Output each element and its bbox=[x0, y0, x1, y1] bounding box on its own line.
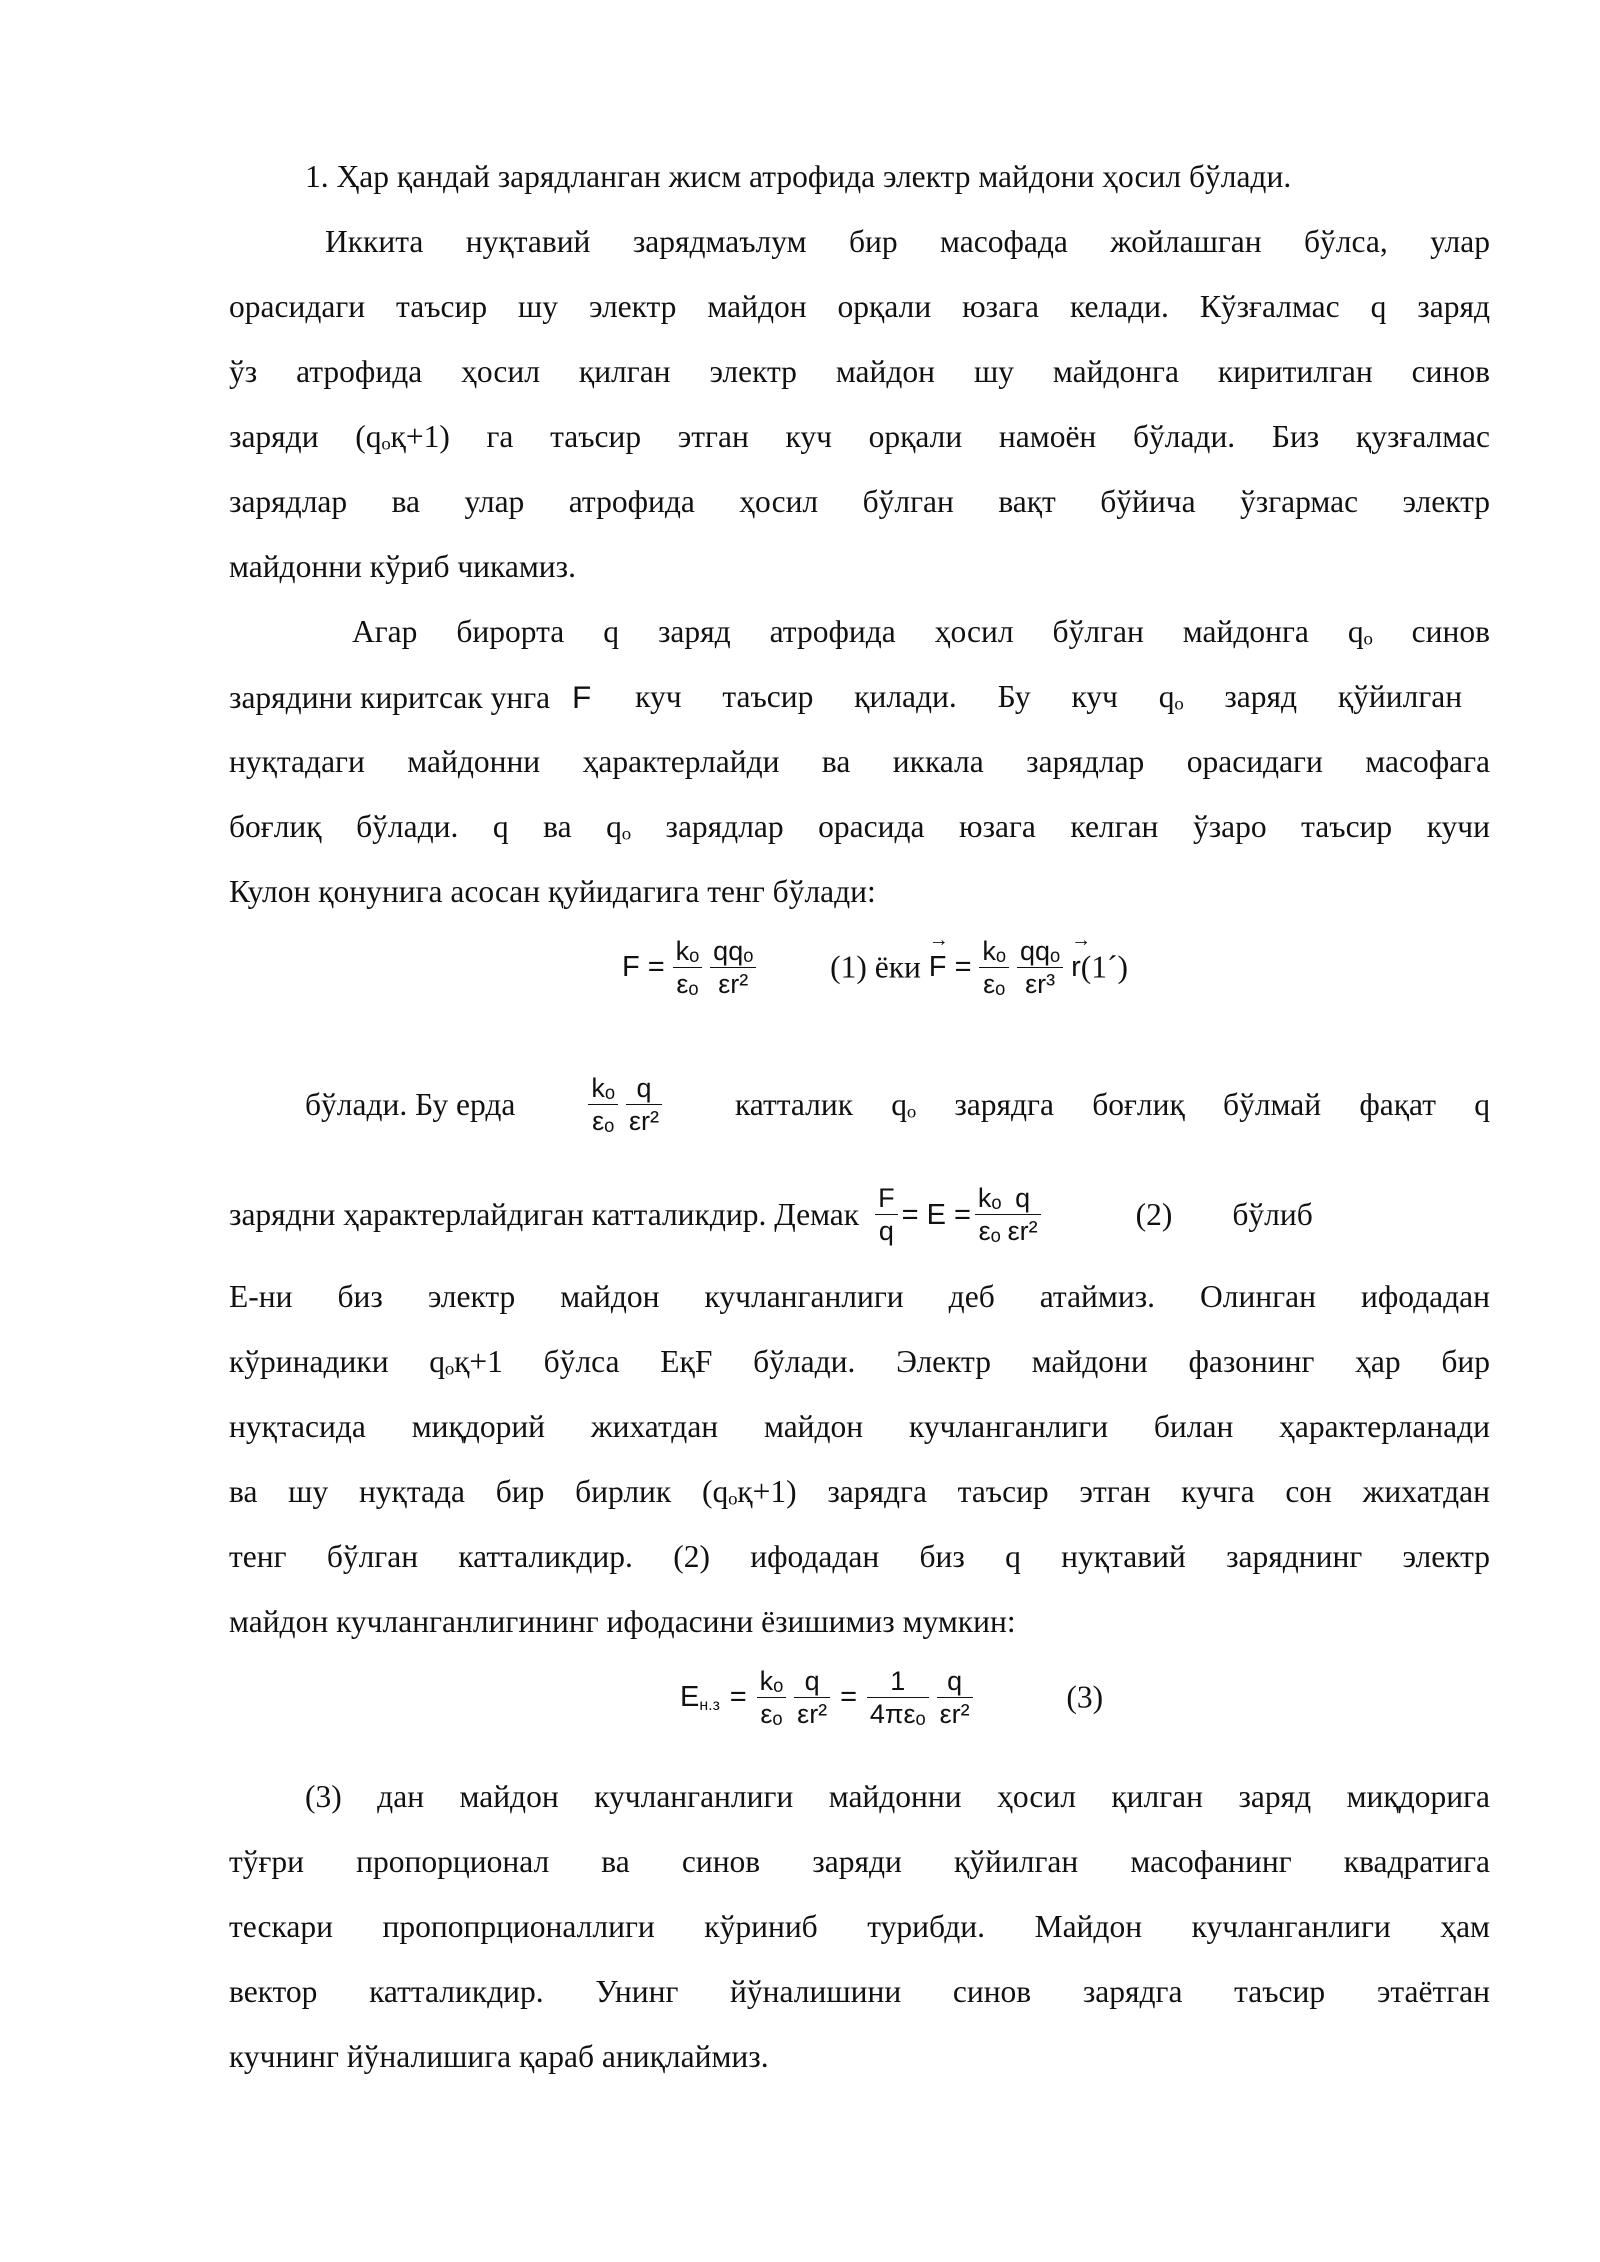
paragraph-7-line-3: тескари пропопрционаллиги кўриниб турибди. Майдон кучланганлиги ҳам bbox=[229, 1909, 1490, 1944]
eq2-frac-a-den: q bbox=[878, 1216, 894, 1246]
eq3-frac-a-den: εₒ bbox=[760, 1699, 783, 1729]
eq2-label: (2) bbox=[1135, 1196, 1173, 1232]
eq3-lhs-e: E bbox=[680, 1680, 700, 1713]
eq3-lhs-sub: н.з bbox=[699, 1696, 720, 1714]
eq2-eq: = E = bbox=[901, 1198, 971, 1231]
eq1-frac-b-den: εr² bbox=[718, 969, 749, 999]
eq1-vec-r: → r bbox=[1071, 951, 1081, 984]
eq2-frac-c bbox=[1005, 1182, 1041, 1247]
paragraph-2-line-3: ўз атрофида ҳосил қилган электр майдон шу майдонга киритилган синов bbox=[229, 354, 1490, 389]
p4-frac-a bbox=[588, 1072, 618, 1137]
paragraph-4-start: бўлади. Бу ерда bbox=[305, 1086, 516, 1122]
equation-3 bbox=[680, 1665, 1103, 1730]
eq1-frac-b bbox=[710, 935, 756, 1000]
p4-fraction bbox=[588, 1072, 662, 1137]
eq3-frac-d-num: q bbox=[937, 1665, 973, 1698]
eq2-frac-b-num: kₒ bbox=[975, 1182, 1005, 1215]
eq1-or: ёки bbox=[874, 949, 921, 985]
eq3-frac-d bbox=[937, 1665, 973, 1730]
paragraph-6-last: майдон кучланганлигининг ифодасини ёзишимиз мумкин: bbox=[229, 1604, 1016, 1639]
eq2-tail: бўлиб bbox=[1232, 1196, 1313, 1232]
paragraph-3-line-1: Агар бирорта q заряд атрофида ҳосил бўлган майдонга qₒ синов bbox=[352, 614, 1490, 649]
eq3-frac-b-den: εr² bbox=[797, 1699, 828, 1729]
eq3-frac-c-num: 1 bbox=[867, 1665, 929, 1698]
paragraph-6-line-3: нуқтасида миқдорий жихатдан майдон кучланганлиги билан ҳарактерланади bbox=[229, 1409, 1490, 1444]
eq3-eq-2: = bbox=[840, 1681, 857, 1713]
paragraph-2-line-5: зарядлар ва улар атрофида ҳосил бўлган вақт бўйича ўзгармас электр bbox=[229, 484, 1490, 519]
paragraph-3-line-2-start: зарядини киритсак унга bbox=[229, 680, 551, 715]
p4-frac-b bbox=[626, 1072, 662, 1137]
eq1-label-2: (1´) bbox=[1080, 949, 1128, 985]
paragraph-4 bbox=[305, 1072, 1490, 1137]
paragraph-7-line-4: вектор катталикдир. Унинг йўналишини синов зарядга таъсир этаётган bbox=[229, 1974, 1490, 2009]
paragraph-6-line-5: тенг бўлган катталикдир. (2) ифодадан биз q нуқтавий заряднинг электр bbox=[229, 1539, 1490, 1574]
eq3-frac-b-num: q bbox=[794, 1665, 830, 1698]
paragraph-6-line-1: E-ни биз электр майдон кучланганлиги деб атаймиз. Олинган ифодадан bbox=[229, 1279, 1490, 1314]
eq2-frac-b bbox=[975, 1182, 1005, 1247]
eq1-label: (1) bbox=[830, 949, 867, 985]
eq1-lhs: F = bbox=[622, 951, 665, 983]
paragraph-3-line-2-end: куч таъсир қилади. Бу куч qₒ заряд қўйилган bbox=[635, 679, 1463, 714]
paragraph-2-line-1: Иккита нуқтавий зарядмаълум бир масофада жойлашган бўлса, улар bbox=[325, 224, 1490, 259]
paragraph-4-end: катталик qₒ зарядга боғлиқ бўлмай фақат q bbox=[734, 1086, 1490, 1122]
eq2-frac-a bbox=[875, 1182, 898, 1247]
eq1-frac-a bbox=[673, 935, 703, 1000]
eq1-frac-d bbox=[1017, 935, 1063, 1000]
eq2-frac-c-den: εr² bbox=[1007, 1216, 1038, 1246]
equation-1 bbox=[622, 935, 1128, 1000]
eq3-frac-a-num: kₒ bbox=[757, 1665, 787, 1698]
paragraph-2-line-4: заряди (qₒқ+1) га таъсир этган куч орқали намоён бўлади. Биз қузғалмас bbox=[229, 419, 1490, 454]
eq1-frac-d-num: qqₒ bbox=[1017, 935, 1063, 968]
paragraph-6-line-4: ва шу нуқтада бир бирлик (qₒқ+1) зарядга таъсир этган кучга сон жихатдан bbox=[229, 1474, 1490, 1509]
eq2-frac-a-num: F bbox=[875, 1182, 898, 1215]
eq3-label: (3) bbox=[1066, 1679, 1104, 1715]
paragraph-7-line-1: (3) дан майдон кучланганлиги майдонни ҳосил қилган заряд миқдорига bbox=[305, 1779, 1490, 1814]
paragraph-1: 1. Ҳар қандай зарядланган жисм атрофида электр майдони ҳосил бўлади. bbox=[305, 159, 1292, 194]
p4-frac-a-num: kₒ bbox=[588, 1072, 618, 1105]
eq2-frac-b-den: εₒ bbox=[978, 1216, 1001, 1246]
eq3-frac-c-den: 4πεₒ bbox=[869, 1699, 926, 1729]
p4-frac-b-num: q bbox=[626, 1072, 662, 1105]
paragraph-7-line-2: тўғри пропорционал ва синов заряди қўйилган масофанинг квадратига bbox=[229, 1844, 1490, 1879]
paragraph-3-line-2 bbox=[229, 677, 1490, 718]
eq3-lhs bbox=[680, 1681, 720, 1713]
eq1-vec-lhs: → F = bbox=[929, 951, 972, 984]
eq1-frac-c-den: εₒ bbox=[983, 969, 1006, 999]
eq1-frac-c-num: kₒ bbox=[979, 935, 1009, 968]
eq1-frac-c bbox=[979, 935, 1009, 1000]
paragraph-2-line-2: орасидаги таъсир шу электр майдон орқали юзага келади. Кўзғалмас q заряд bbox=[229, 289, 1490, 324]
paragraph-2-last: майдонни кўриб чикамиз. bbox=[229, 549, 576, 584]
paragraph-3-line-4: боғлиқ бўлади. q ва qₒ зарядлар орасида юзага келган ўзаро таъсир кучи bbox=[229, 809, 1490, 844]
eq3-frac-b bbox=[794, 1665, 830, 1730]
eq3-frac-a bbox=[757, 1665, 787, 1730]
paragraph-3-last: Кулон қонунига асосан қуйидагига тенг бўлади: bbox=[229, 874, 876, 909]
eq1-frac-d-den: εr³ bbox=[1025, 969, 1056, 999]
eq3-frac-c bbox=[867, 1665, 929, 1730]
eq1-frac-a-den: εₒ bbox=[676, 969, 699, 999]
paragraph-6-line-2: кўринадики qₒқ+1 бўлса EқF бўлади. Электр майдони фазонинг ҳар бир bbox=[229, 1344, 1490, 1379]
eq3-frac-d-den: εr² bbox=[939, 1699, 970, 1729]
p4-frac-b-den: εr² bbox=[628, 1106, 659, 1136]
paragraph-5-start: зарядни ҳарактерлайдиган катталикдир. Демак bbox=[229, 1196, 860, 1232]
force-symbol: F bbox=[571, 679, 592, 715]
paragraph-3-line-3: нуқтадаги майдонни ҳарактерлайди ва иккала зарядлар орасидаги масофага bbox=[229, 744, 1490, 779]
eq3-eq: = bbox=[729, 1681, 747, 1713]
paragraph-7-last: кучнинг йўналишига қараб аниқлаймиз. bbox=[229, 2039, 769, 2074]
paragraph-5 bbox=[229, 1182, 1490, 1247]
eq1-frac-a-num: kₒ bbox=[673, 935, 703, 968]
p4-frac-a-den: εₒ bbox=[592, 1106, 615, 1136]
eq1-frac-b-num: qqₒ bbox=[710, 935, 756, 968]
eq2-frac-c-num: q bbox=[1005, 1182, 1041, 1215]
